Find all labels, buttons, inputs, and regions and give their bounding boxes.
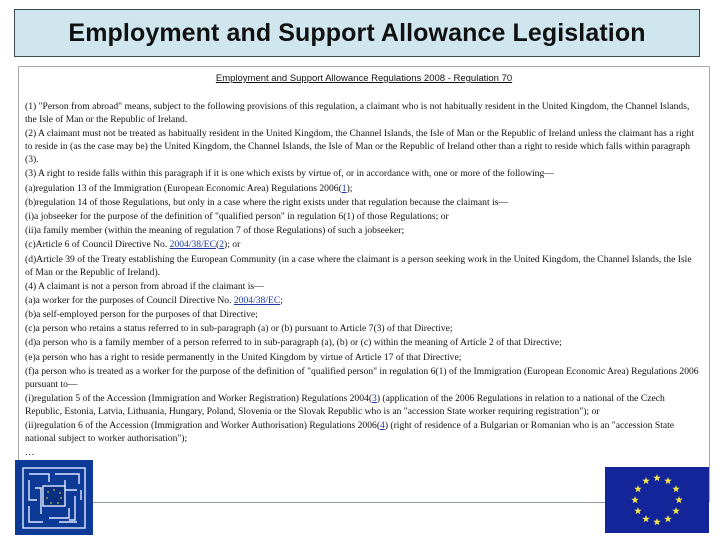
regulation-paragraph: [25, 167, 701, 180]
regulation-paragraph: [25, 196, 701, 209]
paragraph-text: (1) "Person from abroad" means, subject to the following provisions of this regulation, a claimant who is not habitually resident in the United Kingdom, the Channel Islands, the Isle of Man or the Republic of Ireland.: [25, 101, 690, 125]
paragraph-text: (: [216, 239, 220, 251]
paragraph-text: (d)a person who is a family member of a person referred to in sub-paragraph (a), (b) or (c) within the meaning of Article 2 of that Directive;: [25, 337, 562, 349]
paragraph-text: (3) A right to reside falls within this paragraph if it is one which exists by virtue of, or in accordance with, one or more of the following—: [25, 168, 554, 180]
star-icon: [672, 485, 680, 492]
regulation-paragraph: [25, 446, 701, 459]
regulation-paragraph: [25, 365, 701, 391]
regulation-paragraph: [25, 280, 701, 293]
paragraph-text: (i)a jobseeker for the purpose of the definition of "qualified person" in regulation 6(1) of those Regulations; or: [25, 210, 449, 222]
paragraph-text: ) (application of the 2006 Regulations in relation to a national of the Czech Republic, Estonia, Latvia, Lithuania, Hungary, Poland, Slovenia or the Slovak Republic who is an "accession State worker requiring registration"); or: [25, 393, 665, 417]
paragraph-text: (i)regulation 5 of the Accession (Immigration and Worker Registration) Regulations 2004(: [25, 393, 373, 404]
paragraph-text: (a)a worker for the purposes of Council Directive No.: [25, 294, 234, 306]
paragraph-text: ;: [280, 294, 283, 306]
regulation-paragraph: [25, 308, 701, 321]
paragraph-text: (4) A claimant is not a person from abroad if the claimant is—: [25, 280, 264, 292]
star-icon: [653, 518, 661, 525]
document-panel: [18, 66, 710, 502]
paragraph-text: (a)regulation 13 of the Immigration (European Economic Area) Regulations 2006(: [25, 182, 342, 194]
paragraph-text: (e)a person who has a right to reside permanently in the United Kingdom by virtue of Article 17 of that Directive;: [25, 351, 462, 363]
star-icon: [642, 515, 650, 522]
paragraph-text: (ii)regulation 6 of the Accession (Immigration and Worker Authorisation) Regulations 2006(: [25, 420, 381, 432]
paragraph-text: (c)Article 6 of Council Directive No.: [25, 239, 170, 251]
star-icon: [634, 485, 642, 492]
slide-title-box: [14, 9, 700, 57]
paragraph-text: (b)regulation 14 of those Regulations, but only in a case where the right exists under that regulation because the claimant is—: [25, 196, 509, 208]
regulation-paragraph: [25, 336, 701, 349]
regulation-paragraph: [25, 182, 701, 195]
reference-link[interactable]: 4: [380, 420, 385, 432]
regulation-paragraph: [25, 224, 701, 237]
reference-link[interactable]: 2: [219, 239, 225, 251]
star-icon: [675, 496, 683, 503]
regulation-paragraph: [25, 392, 701, 418]
regulation-paragraph: [25, 210, 701, 223]
star-icon: [672, 507, 680, 514]
regulation-paragraph: [25, 322, 701, 335]
regulation-paragraph: [25, 100, 701, 126]
regulation-paragraph: [25, 253, 701, 279]
paragraph-text: (2) A claimant must not be treated as habitually resident in the United Kingdom, the Channel Islands, the Isle of Man or the Republic of Ireland unless the claimant has a right to reside in (as the case may be) the United Kingdom, the Channel Islands, the Isle of Man or the Republic of Ireland other than a right to reside which falls within paragraph (3).: [25, 128, 694, 166]
reference-link[interactable]: 1: [341, 182, 347, 194]
star-icon: [634, 507, 642, 514]
paragraph-text: …: [25, 447, 35, 459]
paragraph-text: (ii)a family member (within the meaning of regulation 7 of those Regulations) of such a jobseeker;: [25, 225, 405, 237]
star-icon: [664, 515, 672, 522]
regulation-paragraph: [25, 127, 701, 166]
paragraph-text: ) (right of residence of a Bulgarian or Romanian who is an "accession State national subject to worker authorisation");: [25, 420, 675, 445]
document-body: [25, 100, 701, 461]
regulation-paragraph: [25, 238, 701, 251]
regulation-paragraph: [25, 294, 701, 307]
reference-link[interactable]: 2004/38/EC: [169, 239, 217, 251]
paragraph-text: (b)a self-employed person for the purposes of that Directive;: [25, 309, 258, 321]
paragraph-text: (f)a person who is treated as a worker for the purpose of the definition of "qualified person" in regulation 6(1) of the Immigration (European Economic Area) Regulations 2006 pursuant to—: [25, 365, 699, 390]
paragraph-text: (c)a person who retains a status referred to in sub-paragraph (a) or (b) pursuant to Article 7(3) of that Directive;: [25, 323, 453, 335]
reference-link[interactable]: 3: [372, 393, 377, 404]
star-icon: [664, 477, 672, 484]
regulation-paragraph: [25, 419, 701, 445]
document-heading: Employment and Support Allowance Regulations 2008 - Regulation 70: [215, 73, 513, 84]
maze-logo-icon: [15, 460, 93, 535]
star-icon: [631, 496, 639, 503]
paragraph-text: );: [346, 182, 353, 194]
paragraph-text: (d)Article 39 of the Treaty establishing the European Community (in a case where the claimant is a person seeking work in the United Kingdom, the Channel Islands, the Isle of Man or the Republic of Ireland).: [25, 253, 692, 278]
reference-link[interactable]: 2004/38/EC: [233, 294, 281, 306]
paragraph-text: ); or: [224, 239, 241, 251]
star-icon: [653, 474, 661, 481]
regulation-paragraph: [25, 351, 701, 364]
slide-title: Employment and Support Allowance Legislation: [68, 18, 646, 47]
star-icon: [642, 477, 650, 484]
eu-flag-icon: [605, 467, 709, 533]
